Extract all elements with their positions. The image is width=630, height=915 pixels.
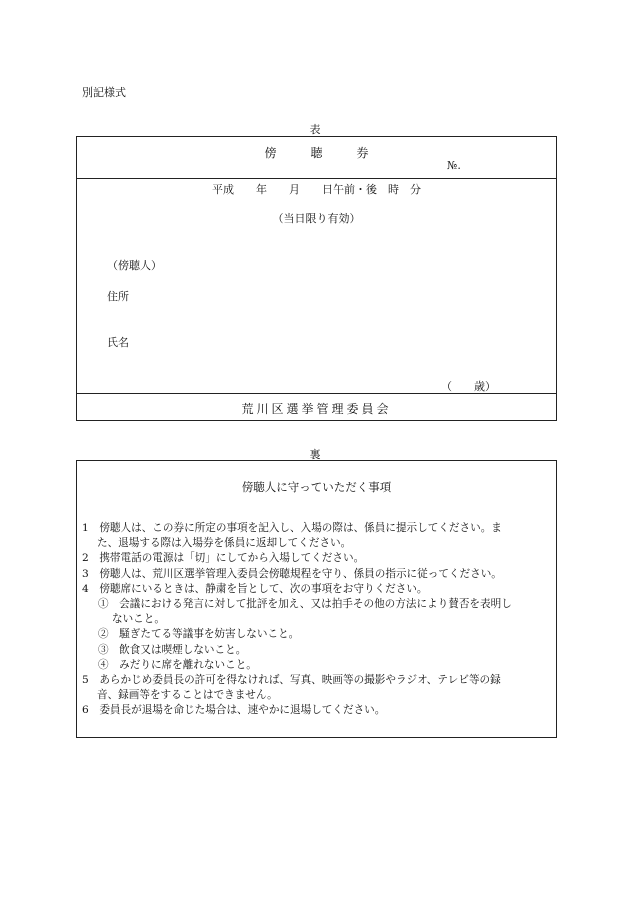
- attendee-label: （傍聴人）: [107, 259, 162, 272]
- rule-item-continuation: 音、録画等をすることはできません。: [97, 689, 278, 702]
- name-label: 氏名: [107, 336, 129, 349]
- rule-item: 1 傍聴人は、この券に所定の事項を記入し、入場の際は、係員に提示してください。ま: [82, 522, 502, 534]
- rule-item: 5 あらかじめ委員長の許可を得なければ、写真、映画等の撮影やラジオ、テレビ等の録: [82, 674, 501, 687]
- form-label: 別記様式: [82, 86, 126, 99]
- rules-title: 傍聴人に守っていただく事項: [241, 480, 392, 494]
- age-label: （ 歳）: [441, 380, 496, 393]
- ticket-number-label: №.: [447, 159, 461, 172]
- rule-item: ② 騒ぎたてる等議事を妨害しないこと。: [98, 628, 300, 641]
- ticket-title: 傍聴券: [264, 146, 403, 160]
- ticket-back: [76, 460, 557, 738]
- ticket-front: [76, 136, 557, 421]
- date-time-line: 平成 年 月 日午前・後 時 分: [212, 183, 421, 196]
- rules-list: [82, 521, 554, 719]
- rule-item: ① 会議における発言に対して批評を加え、又は拍手その他の方法により賛否を表明し: [98, 598, 512, 611]
- divider: [77, 393, 556, 394]
- rule-item: 6 委員長が退場を命じた場合は、速やかに退場してください。: [82, 704, 386, 717]
- rule-item: ④ みだりに席を離れないこと。: [98, 658, 257, 671]
- validity-note: （当日限り有効）: [272, 212, 361, 225]
- back-side-label: 裏: [309, 448, 321, 461]
- rule-item: 2 携帯電話の電源は「切」にしてから入場してください。: [82, 552, 365, 565]
- rule-item-continuation: た、退場する際は入場券を係員に返却してください。: [97, 537, 352, 550]
- committee-name: 荒川区選挙管理委員会: [241, 402, 392, 416]
- rule-item: 3 傍聴人は、荒川区選挙管理入委員会傍聴規程を守り、係員の指示に従ってください。: [82, 567, 502, 580]
- front-side-label: 表: [309, 123, 321, 136]
- divider: [77, 178, 556, 179]
- address-label: 住所: [107, 290, 129, 303]
- rule-item-continuation: ないこと。: [112, 613, 165, 626]
- rule-item: 4 傍聴席にいるときは、静粛を旨として、次の事項をお守りください。: [82, 582, 428, 595]
- rule-item: ③ 飲食又は喫煙しないこと。: [98, 643, 247, 656]
